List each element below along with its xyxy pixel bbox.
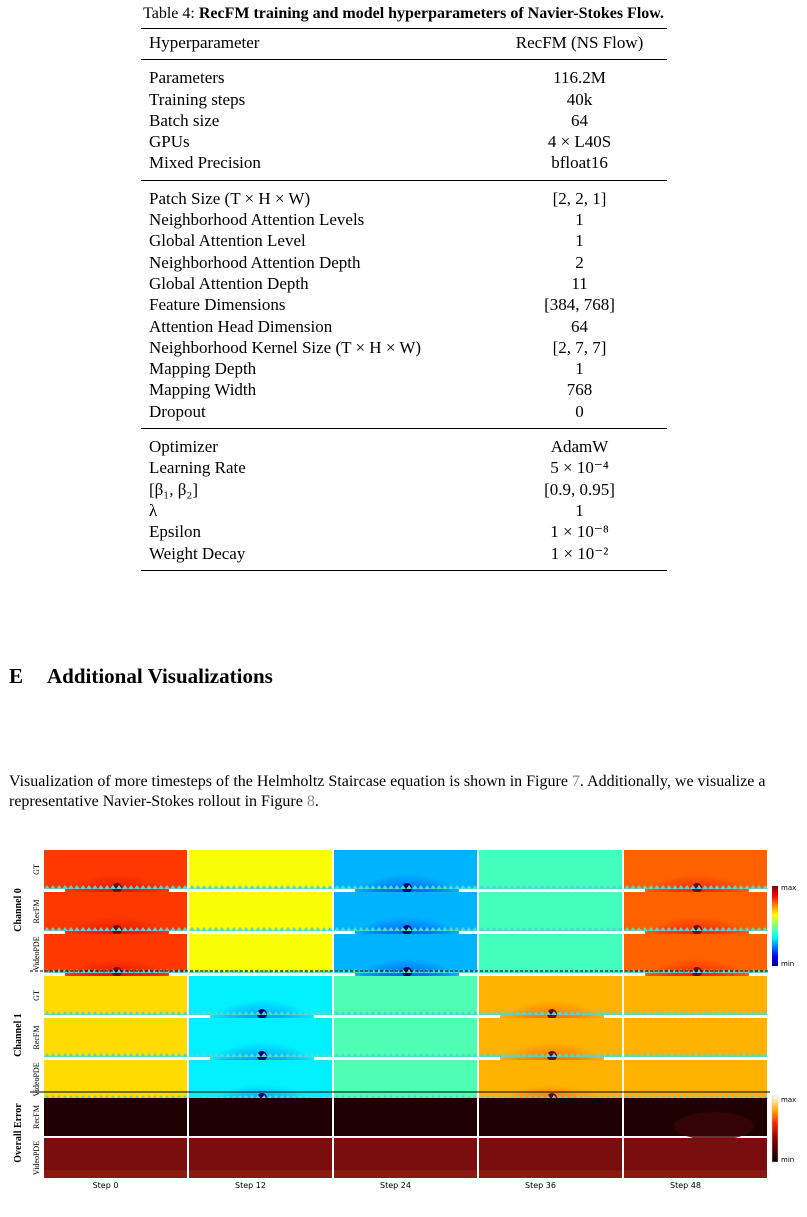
param-name: Mixed Precision [149, 153, 261, 173]
field-panel [624, 976, 768, 1015]
error-panel [624, 1138, 767, 1178]
figure-ref-link[interactable]: 8 [306, 793, 315, 810]
panel-background [189, 850, 332, 889]
table-row [141, 273, 667, 294]
row-label: GT [32, 864, 41, 875]
step-label: Step 12 [235, 1181, 266, 1190]
param-value: 40k [566, 89, 593, 109]
param-value: 4 × L40S [547, 132, 612, 152]
error-band [334, 1170, 477, 1178]
param-name: Mapping Depth [149, 359, 257, 379]
table-row [141, 429, 667, 458]
error-panel [189, 1138, 332, 1178]
field-panel [44, 976, 188, 1015]
table-row [141, 209, 667, 230]
table-row [141, 521, 667, 542]
table-row [141, 316, 667, 337]
error-panel [44, 1098, 187, 1136]
param-value: 1 [575, 231, 584, 251]
table-row [141, 230, 667, 251]
panel-background [189, 892, 332, 931]
table-caption-prefix: Table 4: [143, 5, 195, 22]
error-panel [479, 1098, 622, 1136]
table-row [141, 358, 667, 379]
param-name: Neighborhood Kernel Size (T × H × W) [149, 337, 422, 357]
field-panel [479, 934, 623, 973]
field-panel [479, 850, 623, 889]
error-panel [624, 1098, 767, 1140]
param-value: 1 [575, 210, 584, 230]
param-name: Parameters [149, 68, 225, 88]
error-panel [334, 1098, 477, 1136]
table-caption [0, 4, 807, 24]
param-name: Epsilon [149, 522, 201, 542]
panel-background [624, 976, 767, 1015]
row-label: GT [32, 990, 41, 1001]
figure-ref-link[interactable]: 7 [571, 773, 580, 790]
table-row [141, 401, 667, 429]
field-panel [624, 1060, 768, 1099]
panel-background [44, 976, 187, 1015]
param-name: Dropout [149, 401, 206, 421]
error-blob [674, 1112, 754, 1140]
error-background [334, 1098, 477, 1136]
paragraph-text: . [314, 793, 319, 810]
param-value: 1 [575, 500, 584, 520]
section-heading [9, 664, 273, 689]
field-panel [189, 850, 333, 889]
table-row [141, 479, 667, 500]
row-label: VideoPDE [32, 1140, 41, 1176]
error-band [624, 1170, 767, 1178]
panel-background [44, 1060, 187, 1099]
error-band [189, 1170, 332, 1178]
table-row [141, 543, 667, 571]
param-name: Learning Rate [149, 458, 246, 478]
section-number: E [9, 664, 24, 688]
table-row [141, 294, 667, 315]
param-name: Attention Head Dimension [149, 316, 333, 336]
param-name: Global Attention Level [149, 231, 306, 251]
panel-background [44, 1018, 187, 1057]
channel-label: Channel 0 [13, 888, 24, 932]
colorbar-field-max: max [781, 884, 797, 892]
field-panel [624, 1018, 768, 1057]
section-title: Additional Visualizations [47, 664, 273, 688]
table-header-row [141, 29, 667, 60]
field-panel [189, 934, 333, 973]
error-panel [189, 1098, 332, 1136]
param-name: Neighborhood Attention Depth [149, 252, 361, 272]
table-row [141, 110, 667, 131]
colorbar-error [772, 1096, 778, 1162]
table-row [141, 500, 667, 521]
param-name: Feature Dimensions [149, 295, 286, 315]
table-row [141, 60, 667, 89]
helmholtz-figure [0, 840, 807, 1217]
error-band [44, 1170, 187, 1178]
field-panel [44, 1060, 188, 1099]
param-value: 11 [571, 273, 588, 293]
param-value: [2, 7, 7] [552, 337, 607, 357]
channel-label: Channel 1 [13, 1013, 24, 1057]
param-value: 116.2M [553, 68, 606, 88]
param-value: 768 [566, 380, 593, 400]
table-row [141, 152, 667, 180]
table-row [141, 379, 667, 400]
field-panel [334, 1060, 478, 1099]
field-panel [44, 1018, 188, 1057]
panel-background [479, 850, 622, 889]
param-name: Batch size [149, 110, 220, 130]
hyperparameter-table [141, 28, 667, 571]
panel-background [189, 934, 332, 973]
param-name: GPUs [149, 132, 190, 152]
error-background [479, 1098, 622, 1136]
field-panel [334, 1018, 478, 1057]
row-label: RecFM [32, 1025, 41, 1050]
row-label: RecFM [32, 899, 41, 924]
param-name: Patch Size (T × H × W) [149, 188, 311, 208]
param-value: 1 × 10⁻² [550, 543, 609, 563]
step-label: Step 36 [525, 1181, 556, 1190]
error-panel [334, 1138, 477, 1178]
param-name: Neighborhood Attention Levels [149, 210, 365, 230]
paragraph-text: Visualization of more timesteps of the Helmholtz Staircase equation is shown in Figure [9, 773, 572, 790]
param-value: 5 × 10⁻⁴ [550, 458, 609, 478]
colorbar-error-min: min [781, 1156, 795, 1164]
table-row [141, 180, 667, 209]
param-name: Optimizer [149, 437, 218, 457]
panel-background [624, 1018, 767, 1057]
paragraph-text: . Additionally, we visualize a representative Navier-Stokes rollout in Figure [9, 773, 766, 810]
colorbar-field [772, 886, 778, 966]
panel-background [479, 892, 622, 931]
param-name: Global Attention Depth [149, 273, 309, 293]
row-label: VideoPDE [32, 936, 41, 971]
header-value: RecFM (NS Flow) [515, 33, 644, 52]
step-label: Step 24 [380, 1181, 411, 1190]
error-panel [479, 1138, 622, 1178]
panel-background [334, 1018, 477, 1057]
param-value: 0 [575, 401, 584, 421]
error-background [189, 1098, 332, 1136]
field-panel [334, 976, 478, 1015]
param-value: 1 [575, 359, 584, 379]
step-label: Step 48 [670, 1181, 701, 1190]
param-value: 64 [571, 110, 589, 130]
panel-background [624, 1060, 767, 1099]
colorbar-field-min: min [781, 960, 795, 968]
error-panel [44, 1138, 187, 1178]
header-hyperparameter: Hyperparameter [149, 33, 260, 52]
param-value: [384, 768] [544, 295, 615, 315]
table-row [141, 131, 667, 152]
param-value: 64 [571, 316, 589, 336]
table-row [141, 457, 667, 478]
channel-label: Overall Error [13, 1103, 24, 1163]
row-label: RecFM [32, 1105, 41, 1129]
step-label: Step 0 [92, 1181, 119, 1190]
param-value: 2 [575, 252, 584, 272]
param-value: bfloat16 [551, 153, 608, 173]
table-caption-title: RecFM training and model hyperparameters of Navier-Stokes Flow. [198, 5, 664, 22]
table-row [141, 337, 667, 358]
panel-background [334, 1060, 477, 1099]
table-row [141, 252, 667, 273]
colorbar-error-max: max [781, 1096, 797, 1104]
body-paragraph [9, 772, 807, 812]
error-band [479, 1170, 622, 1178]
panel-background [334, 976, 477, 1015]
field-panel [479, 892, 623, 931]
table-row [141, 89, 667, 110]
panel-background [479, 934, 622, 973]
param-value: AdamW [550, 437, 609, 457]
error-background [44, 1098, 187, 1136]
param-value: [2, 2, 1] [552, 188, 607, 208]
param-name: λ [149, 500, 158, 520]
row-label: VideoPDE [32, 1062, 41, 1097]
param-value: [0.9, 0.95] [544, 479, 615, 499]
field-panel [189, 892, 333, 931]
param-value: 1 × 10⁻⁸ [550, 522, 609, 542]
param-name: Training steps [149, 89, 246, 109]
param-name: Mapping Width [149, 380, 257, 400]
param-name: Weight Decay [149, 543, 246, 563]
param-name: [β₁, β₂] [149, 479, 198, 499]
